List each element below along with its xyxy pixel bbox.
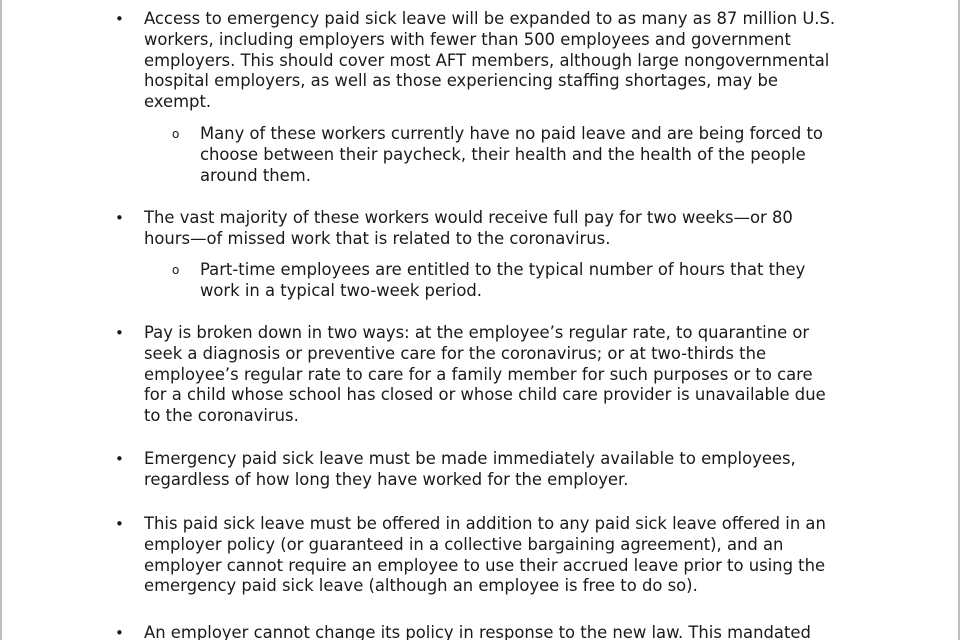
- text-line: employer cannot require an employee to use their accrued leave prior to using the: [144, 555, 826, 575]
- text-line: employee’s regular rate to care for a family member for such purposes or to care: [144, 364, 813, 384]
- text-line: regardless of how long they have worked for the employer.: [144, 469, 629, 489]
- text-line: workers, including employers with fewer than 500 employees and government: [144, 29, 791, 49]
- text-line: The vast majority of these workers would receive full pay for two weeks—or 80: [144, 208, 793, 227]
- sub-bullet-glyph: o: [172, 263, 180, 277]
- text-line: Pay is broken down in two ways: at the employee’s regular rate, to quarantine or: [144, 323, 810, 342]
- text-line: for a child whose school has closed or whose child care provider is unavailable due: [144, 385, 826, 405]
- text-line: work in a typical two-week period.: [200, 280, 482, 300]
- text-line: This paid sick leave must be offered in addition to any paid sick leave offered in an: [144, 514, 826, 533]
- text-line: seek a diagnosis or preventive care for the coronavirus; or at two-thirds the: [144, 343, 767, 363]
- bullet-glyph: •: [115, 209, 124, 227]
- list-item-text: [144, 323, 884, 427]
- bullet-glyph: •: [115, 624, 124, 640]
- sub-bullet-glyph: o: [172, 127, 180, 141]
- text-line: employers. This should cover most AFT members, although large nongovernmental: [144, 50, 830, 70]
- text-line: Many of these workers currently have no paid leave and are being forced to: [200, 124, 823, 143]
- list-item-text: [144, 623, 884, 640]
- sub-list-item-text: [200, 260, 860, 302]
- list-item-text: [144, 449, 884, 491]
- text-line: Part-time employees are entitled to the typical number of hours that they: [200, 260, 806, 279]
- text-line: An employer cannot change its policy in response to the new law. This mandated: [144, 623, 811, 640]
- text-line: exempt.: [144, 92, 212, 112]
- bullet-glyph: •: [115, 324, 124, 342]
- text-line: to the coronavirus.: [144, 406, 299, 426]
- list-item-text: [144, 9, 884, 113]
- bullet-glyph: •: [115, 515, 124, 533]
- text-line: employer policy (or guaranteed in a collective bargaining agreement), and an: [144, 534, 784, 554]
- text-line: around them.: [200, 165, 311, 185]
- sub-list-item-text: [200, 124, 860, 186]
- list-item-text: [144, 208, 884, 250]
- text-line: hours—of missed work that is related to the coronavirus.: [144, 228, 611, 248]
- bullet-glyph: •: [115, 10, 124, 28]
- text-line: Emergency paid sick leave must be made immediately available to employees,: [144, 449, 796, 468]
- text-line: emergency paid sick leave (although an employee is free to do so).: [144, 576, 698, 596]
- text-line: choose between their paycheck, their health and the health of the people: [200, 144, 806, 164]
- bullet-glyph: •: [115, 450, 124, 468]
- list-item-text: [144, 514, 884, 597]
- text-line: hospital employers, as well as those experiencing staffing shortages, may be: [144, 71, 778, 91]
- text-line: Access to emergency paid sick leave will be expanded to as many as 87 million U.S.: [144, 9, 836, 28]
